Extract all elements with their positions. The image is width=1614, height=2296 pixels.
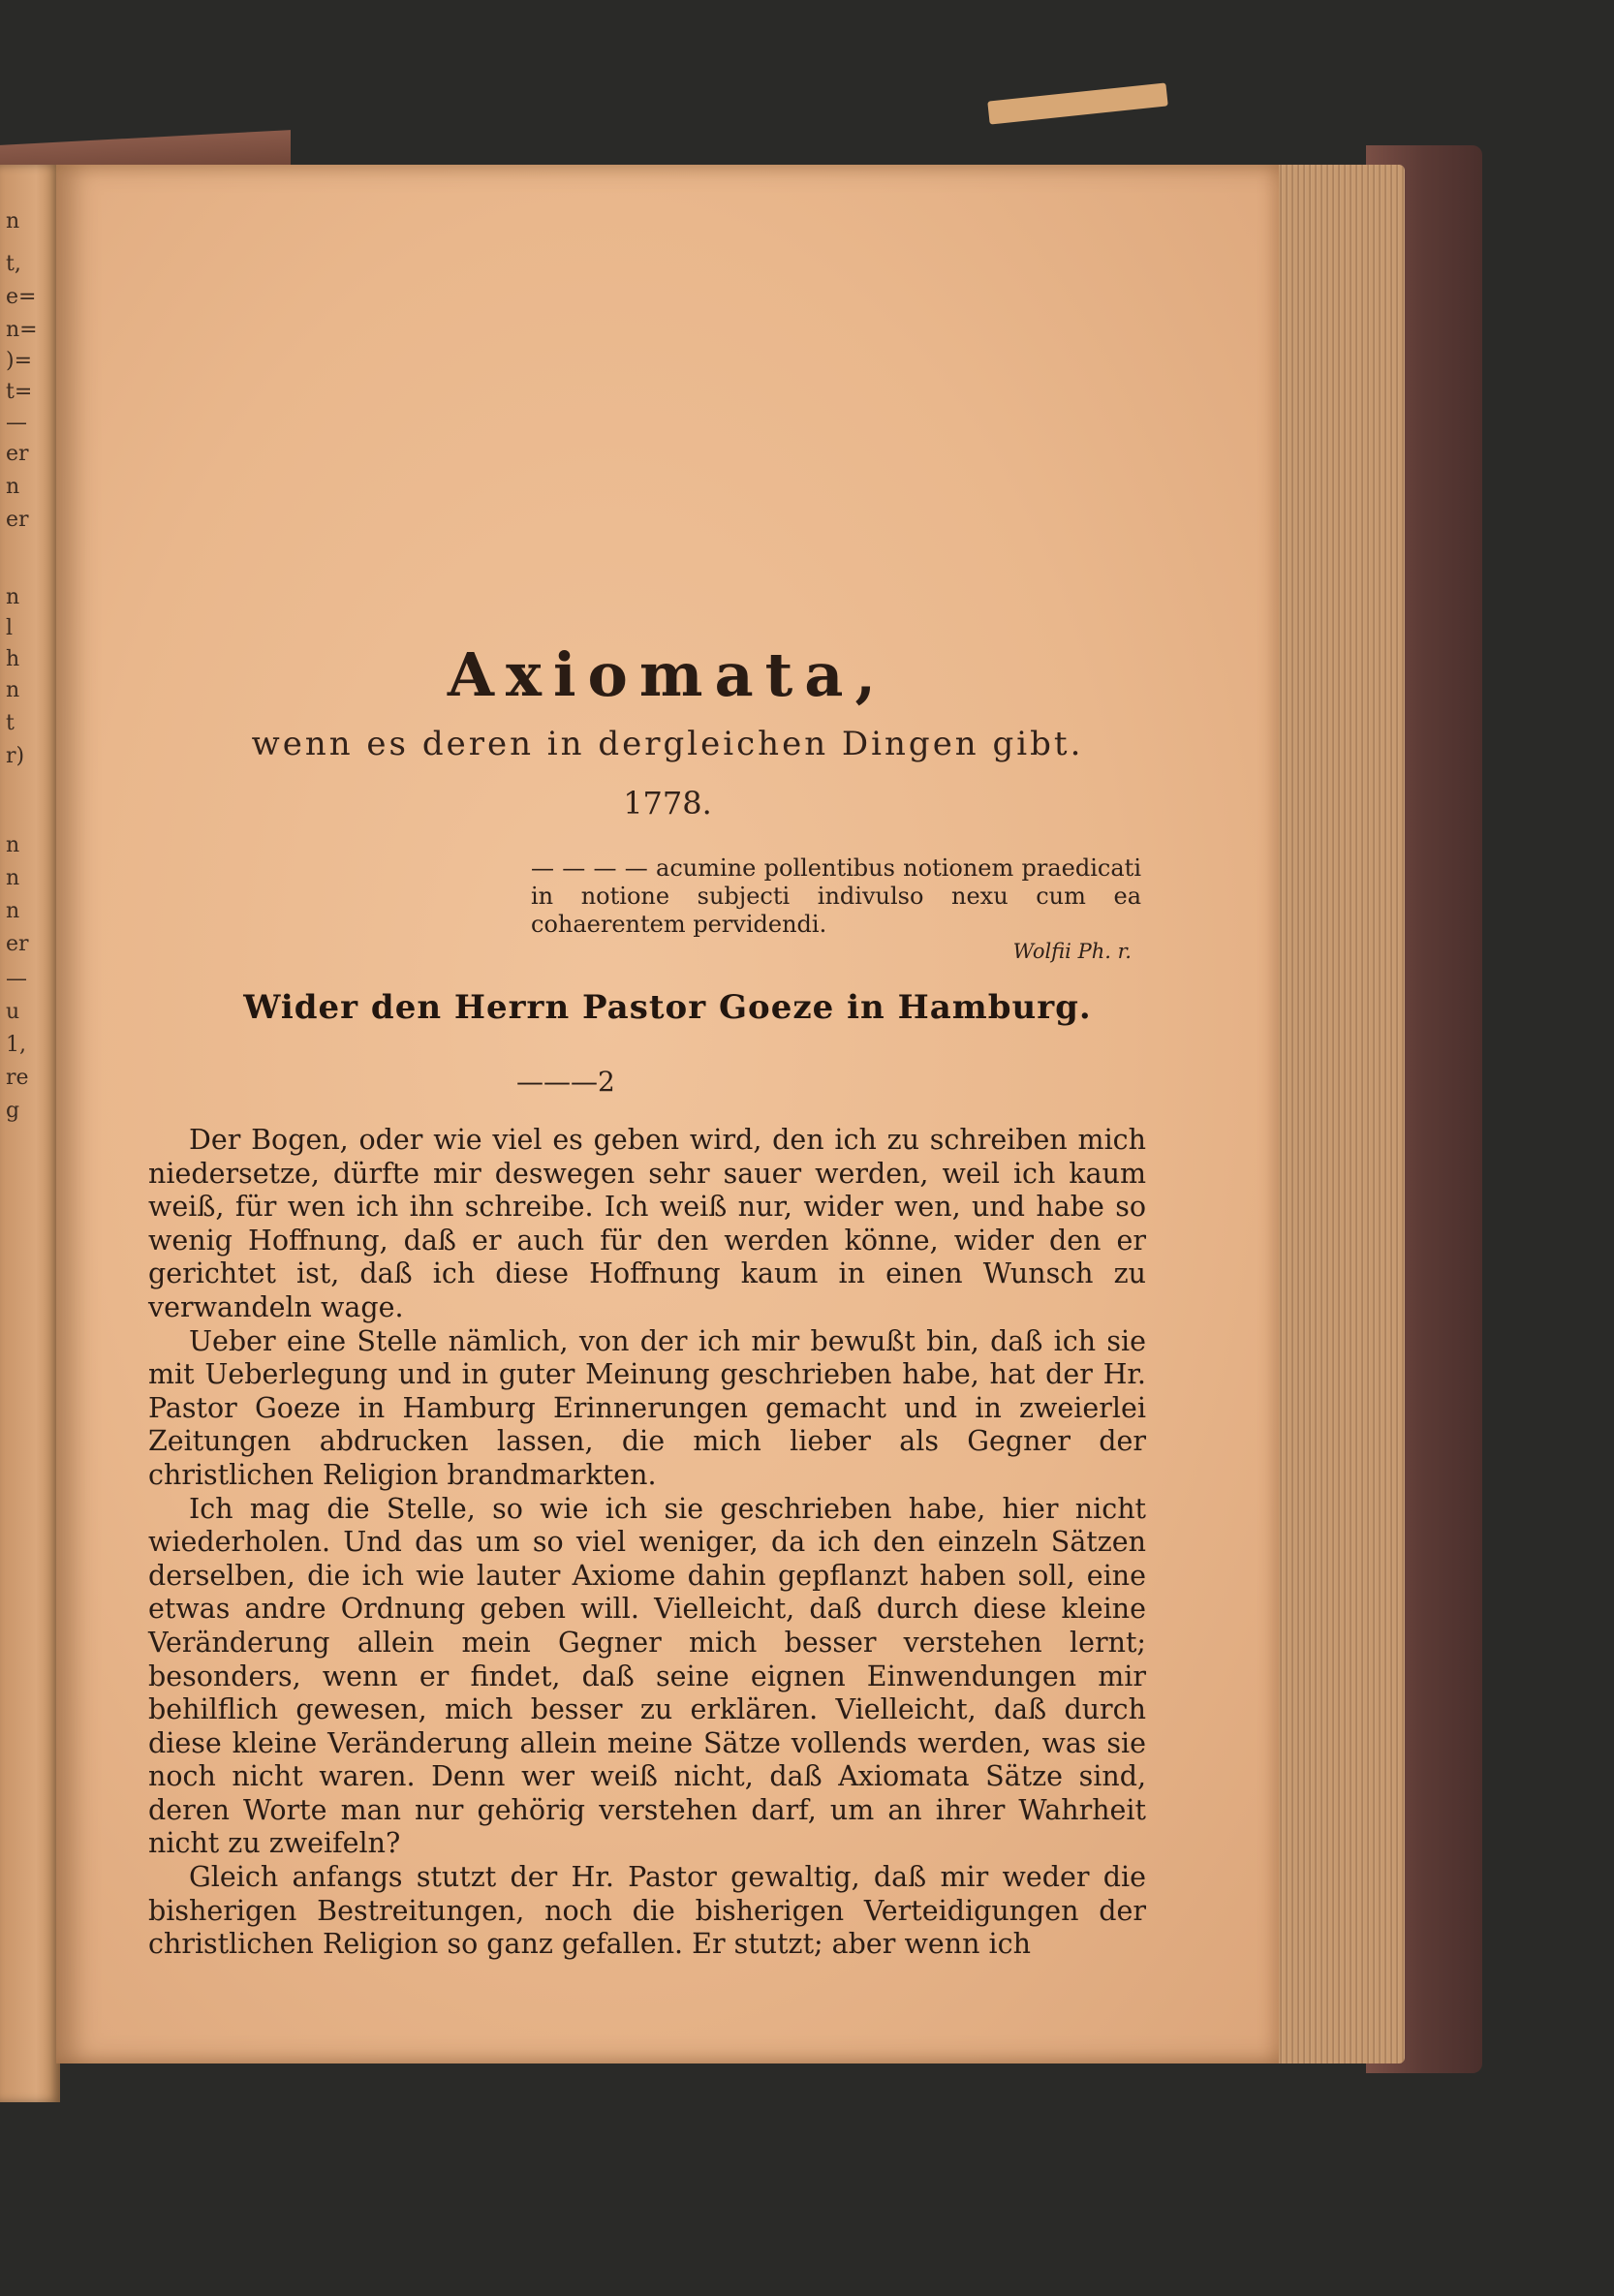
epigraph-source: Wolfii Ph. r.	[1012, 940, 1132, 963]
left-margin-fragment: n	[6, 209, 20, 233]
epigraph: — — — — acumine pollentibus notionem praedicati in notione subjecti indivulso nexu cum ea cohaerentem pervidendi.	[531, 854, 1141, 938]
left-margin-fragment: n	[6, 678, 20, 702]
left-margin-fragment: e=	[6, 285, 37, 309]
page-edges	[1259, 165, 1405, 2063]
left-margin-fragment: n	[6, 899, 20, 923]
left-margin-fragment: —	[6, 967, 27, 991]
year: 1778.	[623, 785, 712, 822]
left-margin-fragment: h	[6, 647, 20, 671]
page-title: Axiomata,	[447, 639, 888, 710]
paragraph: Der Bogen, oder wie viel es geben wird, den ich zu schreiben mich niedersetze, dürfte mir deswegen sehr sauer werden, weil ich kaum weiß, für wen ich ihn schreibe. Ich weiß nur, wider wen, und habe so wenig Hoffnung, daß er auch für den werden könne, wider den er gerichtet ist, daß ich diese Hoffnung kaum in einen Wunsch zu verwandeln wage.	[148, 1124, 1146, 1323]
left-margin-fragment: n	[6, 866, 20, 890]
left-margin-fragment: n=	[6, 318, 38, 342]
left-margin-fragment: —	[6, 411, 27, 435]
left-margin-fragment: )=	[6, 349, 33, 373]
paragraph: Gleich anfangs stutzt der Hr. Pastor gewaltig, daß mir weder die bisherigen Bestreitungen, noch die bisherigen Verteidigungen der christlichen Religion so ganz gefallen. Er stutzt; aber wenn ich	[148, 1861, 1146, 1961]
left-page-edge	[0, 165, 60, 2102]
left-margin-fragment: re	[6, 1066, 29, 1090]
left-margin-fragment: t=	[6, 380, 33, 404]
left-margin-fragment: n	[6, 833, 20, 857]
left-margin-fragment: t	[6, 711, 15, 735]
paragraph: Ich mag die Stelle, so wie ich sie geschrieben habe, hier nicht wiederholen. Und das um so viel weniger, da ich den einzeln Sätzen derselben, die ich wie lauter Axiome dahin gepflanzt haben soll, eine etwas andre Ordnung geben will. Vielleicht, daß durch diese kleine Veränderung allein mein Gegner mich besser verstehen lernt; besonders, wenn er findet, daß seine eignen Einwendungen mir behilflich gewesen, mich besser zu erklären. Vielleicht, daß durch diese kleine Veränderung allein meine Sätze vollends werden, was sie noch nicht waren. Denn wer weiß nicht, daß Axiomata Sätze sind, deren Worte man nur gehörig verstehen darf, um an ihrer Wahrheit nicht zu zweifeln?	[148, 1492, 1146, 1860]
page-number: ———2	[516, 1066, 615, 1098]
section-heading: Wider den Herrn Pastor Goeze in Hamburg.	[243, 988, 1092, 1027]
left-margin-fragment: n	[6, 585, 20, 609]
body-text	[148, 1124, 1146, 1962]
left-margin-fragment: er	[6, 932, 29, 956]
paragraph: Ueber eine Stelle nämlich, von der ich mir bewußt bin, daß ich sie mit Ueberlegung und in guter Meinung geschrieben habe, hat der Hr. Pastor Goeze in Hamburg Erinnerungen gemacht und in zweierlei Zeitungen abdrucken lassen, die mich lieber als Gegner der christlichen Religion brandmarkten.	[148, 1324, 1146, 1491]
left-margin-fragment: u	[6, 1000, 20, 1024]
left-margin-fragment: er	[6, 442, 29, 466]
right-page	[56, 165, 1279, 2063]
left-margin-fragment: er	[6, 508, 29, 532]
left-margin-fragment: l	[6, 616, 14, 640]
left-margin-fragment: 1,	[6, 1033, 26, 1057]
left-margin-fragment: g	[6, 1099, 20, 1123]
left-margin-fragment: r)	[6, 744, 25, 768]
left-margin-fragment: t,	[6, 252, 21, 276]
torn-page-fragment	[987, 82, 1167, 124]
left-margin-fragment: n	[6, 475, 20, 499]
page-subtitle: wenn es deren in dergleichen Dingen gibt.	[251, 725, 1084, 763]
